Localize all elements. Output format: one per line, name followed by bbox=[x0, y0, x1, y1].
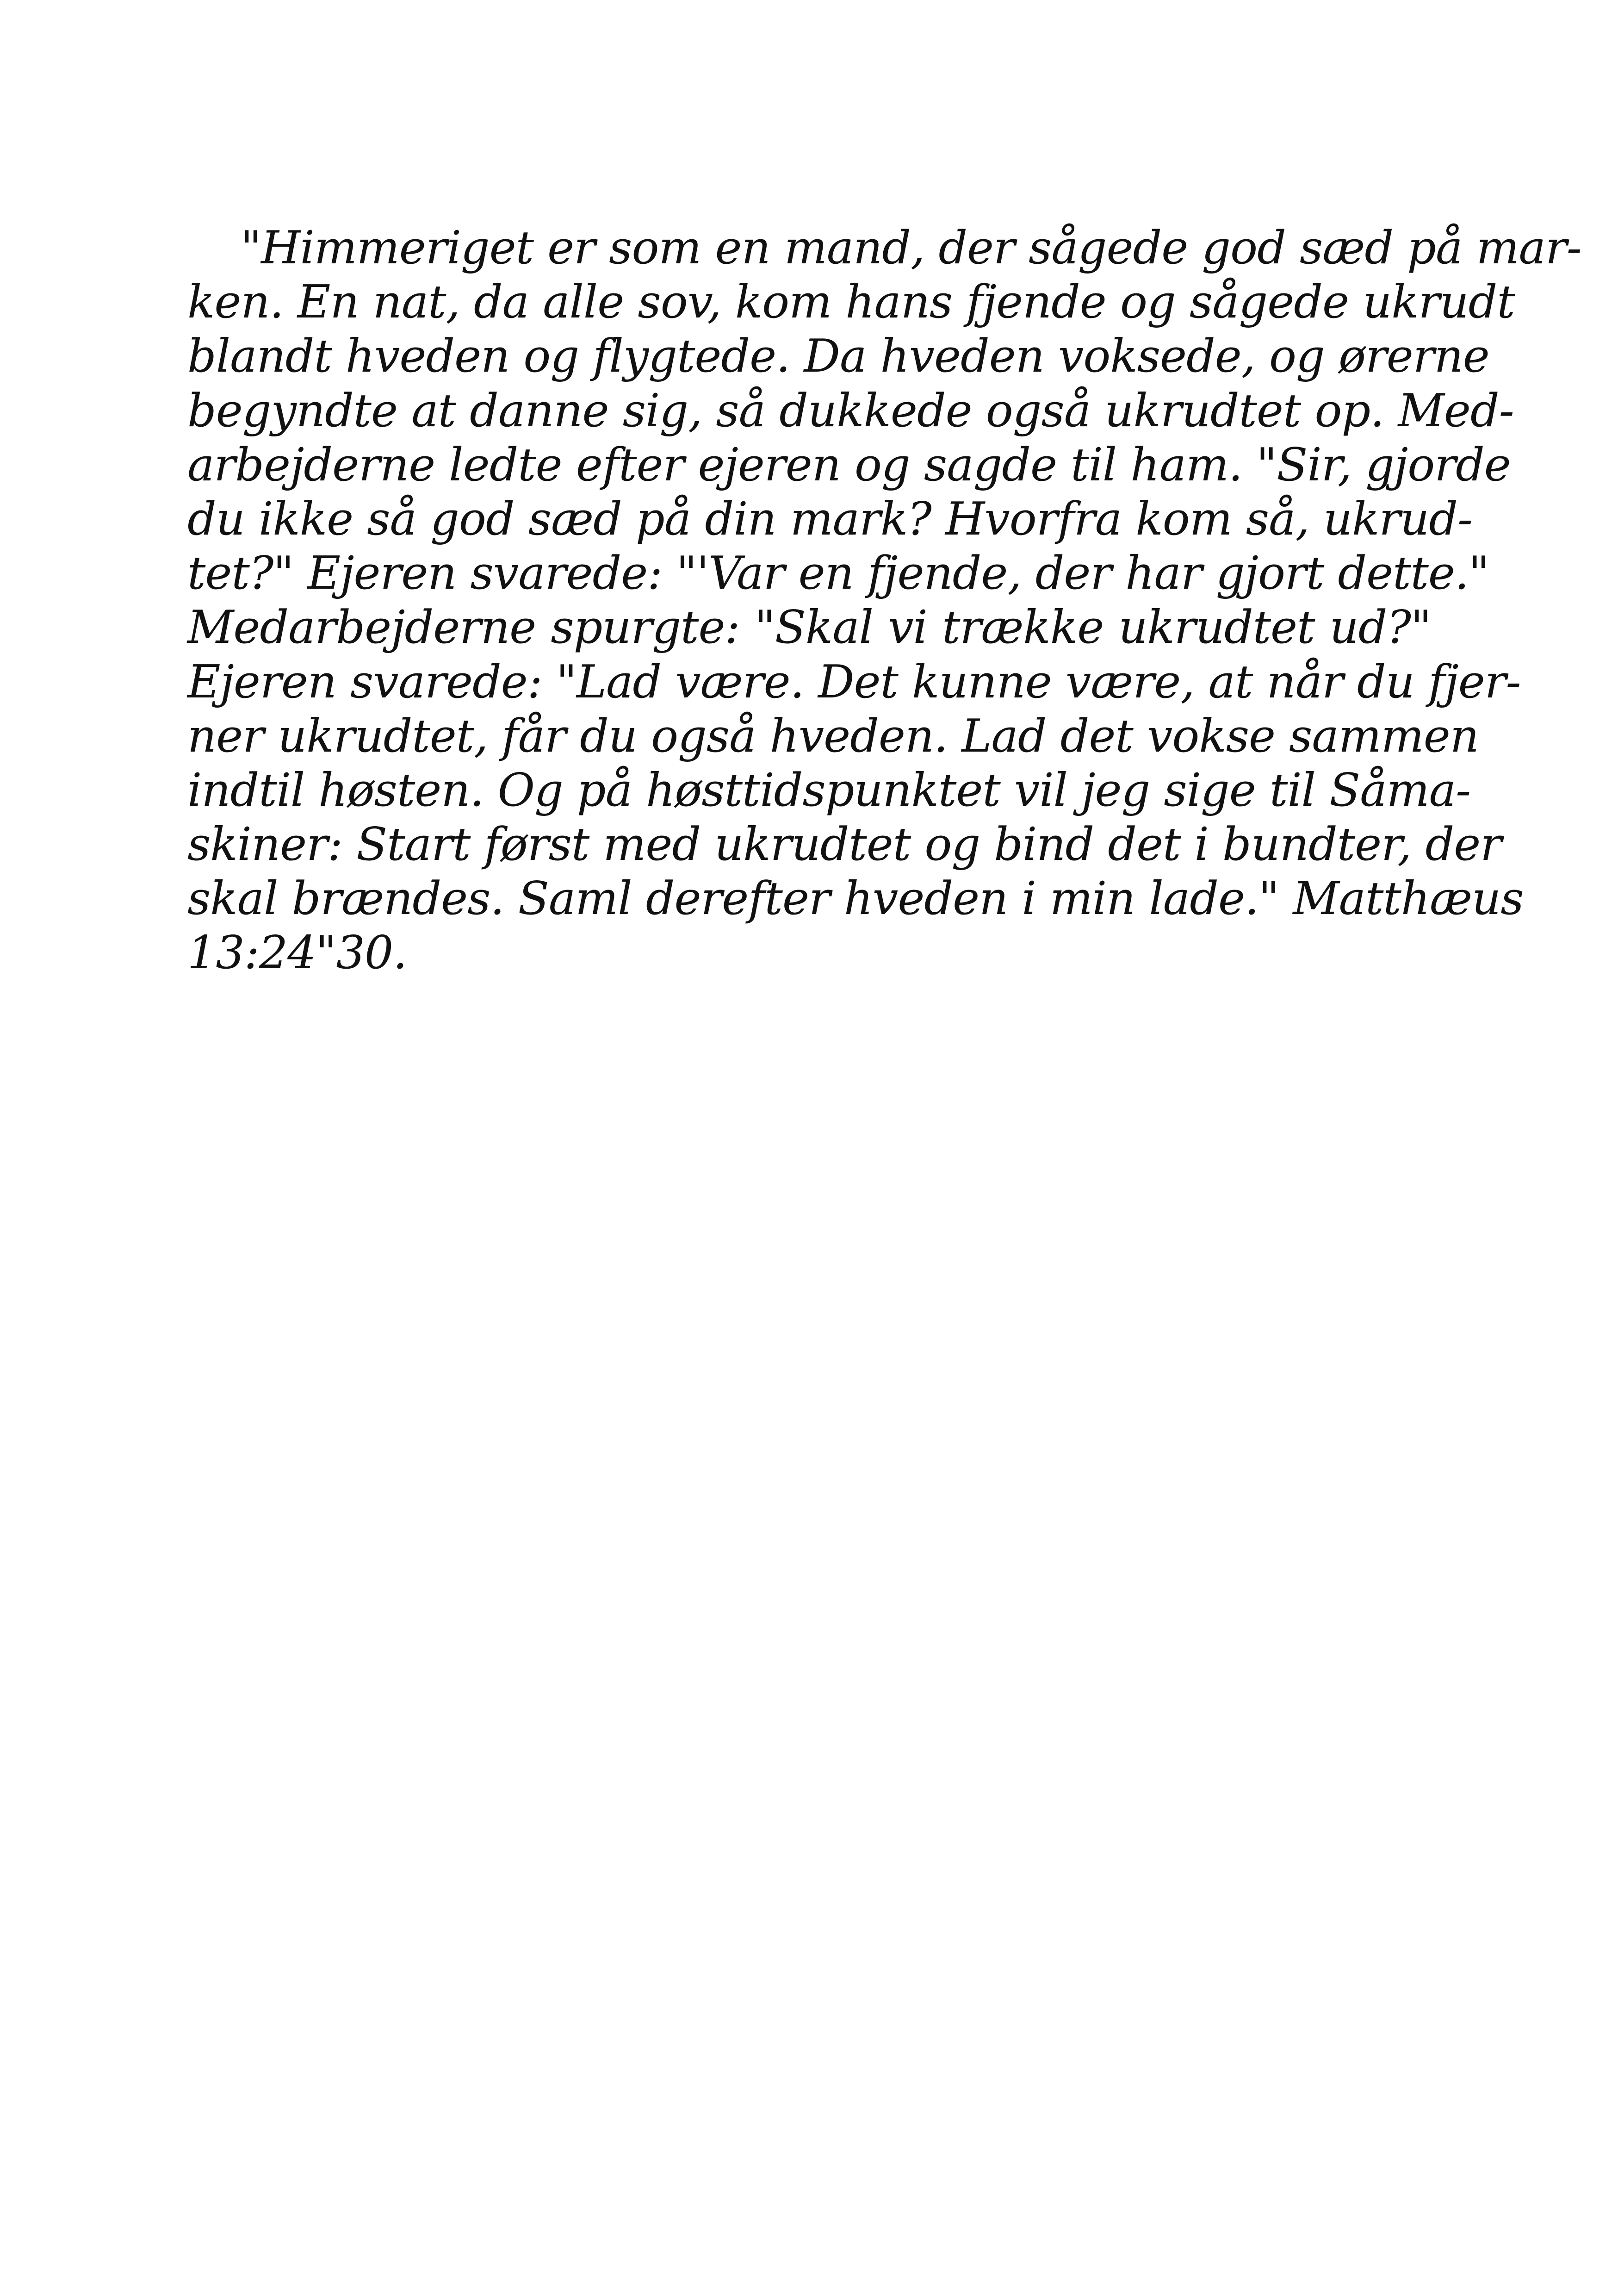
text-line: skal brændes. Saml derefter hveden i min lade." Matthæus bbox=[187, 872, 1524, 926]
text-line: "Himmeriget er som en mand, der sågede god sæd på mar- bbox=[241, 222, 1581, 274]
text-line: Medarbejderne spurgte: "Skal vi trække ukrudtet ud?" bbox=[187, 601, 1431, 654]
text-line: ken. En nat, da alle sov, kom hans fjende og sågede ukrudt bbox=[187, 276, 1515, 329]
text-line: arbejderne ledte efter ejeren og sagde til ham. "Sir, gjorde bbox=[187, 438, 1511, 492]
text-line: du ikke så god sæd på din mark? Hvorfra kom så, ukrud- bbox=[187, 492, 1473, 546]
text-line: Ejeren svarede: "Lad være. Det kunne være, at når du fjer- bbox=[187, 655, 1521, 709]
text-line: begyndte at danne sig, så dukkede også ukrudtet op. Med- bbox=[187, 384, 1514, 437]
text-line: indtil høsten. Og på høsttidspunktet vil jeg sige til Såma- bbox=[187, 764, 1471, 817]
text-line: tet?" Ejeren svarede: "'Var en fjende, der har gjort dette." bbox=[187, 547, 1489, 600]
text-line: skiner: Start først med ukrudtet og bind det i bundter, der bbox=[187, 818, 1502, 871]
text-line: ner ukrudtet, får du også hveden. Lad det vokse sammen bbox=[187, 709, 1479, 763]
text-line: blandt hveden og flygtede. Da hveden voksede, og ørerne bbox=[187, 330, 1489, 383]
body-paragraph bbox=[187, 221, 1581, 981]
text-line: 13:24"30. bbox=[187, 927, 407, 980]
